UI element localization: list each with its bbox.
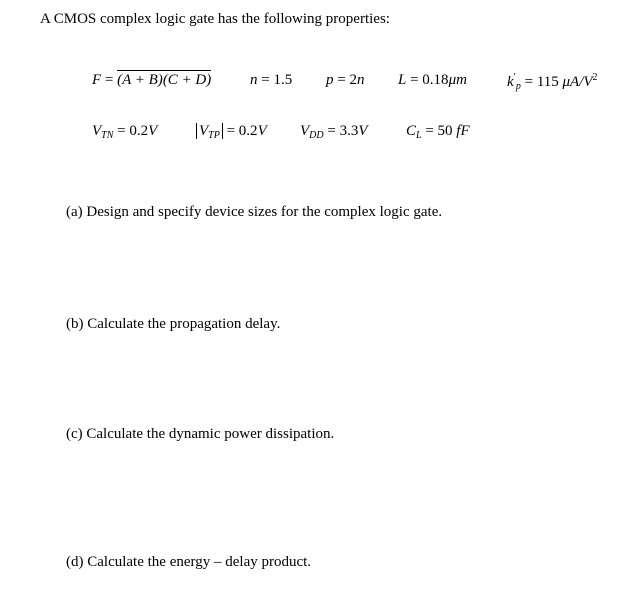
- question-b: (b) Calculate the propagation delay.: [66, 316, 281, 332]
- question-c: (c) Calculate the dynamic power dissipation.: [66, 426, 335, 442]
- function-equation: F = (A + B)(C + D): [92, 72, 212, 88]
- vtn-parameter: $V_{TN} = 0.2V$: [92, 123, 158, 141]
- k-prime-parameter: $k'_p = 115$ $\mu A/V^2$: [507, 72, 598, 92]
- length-parameter: L = 0.18μm: [398, 72, 467, 88]
- n-parameter: n = 1.5: [250, 72, 293, 88]
- cl-parameter: $C_L = 50$ fF: [406, 123, 470, 141]
- question-d: (d) Calculate the energy – delay product.: [66, 554, 312, 570]
- problem-intro: A CMOS complex logic gate has the following properties:: [40, 11, 390, 27]
- p-parameter: p = 2n: [326, 72, 365, 88]
- question-a: (a) Design and specify device sizes for the complex logic gate.: [66, 204, 443, 220]
- vdd-parameter: $V_{DD} = 3.3V$: [300, 123, 368, 141]
- vtp-parameter: $V_{TP} = 0.2V$: [196, 123, 267, 141]
